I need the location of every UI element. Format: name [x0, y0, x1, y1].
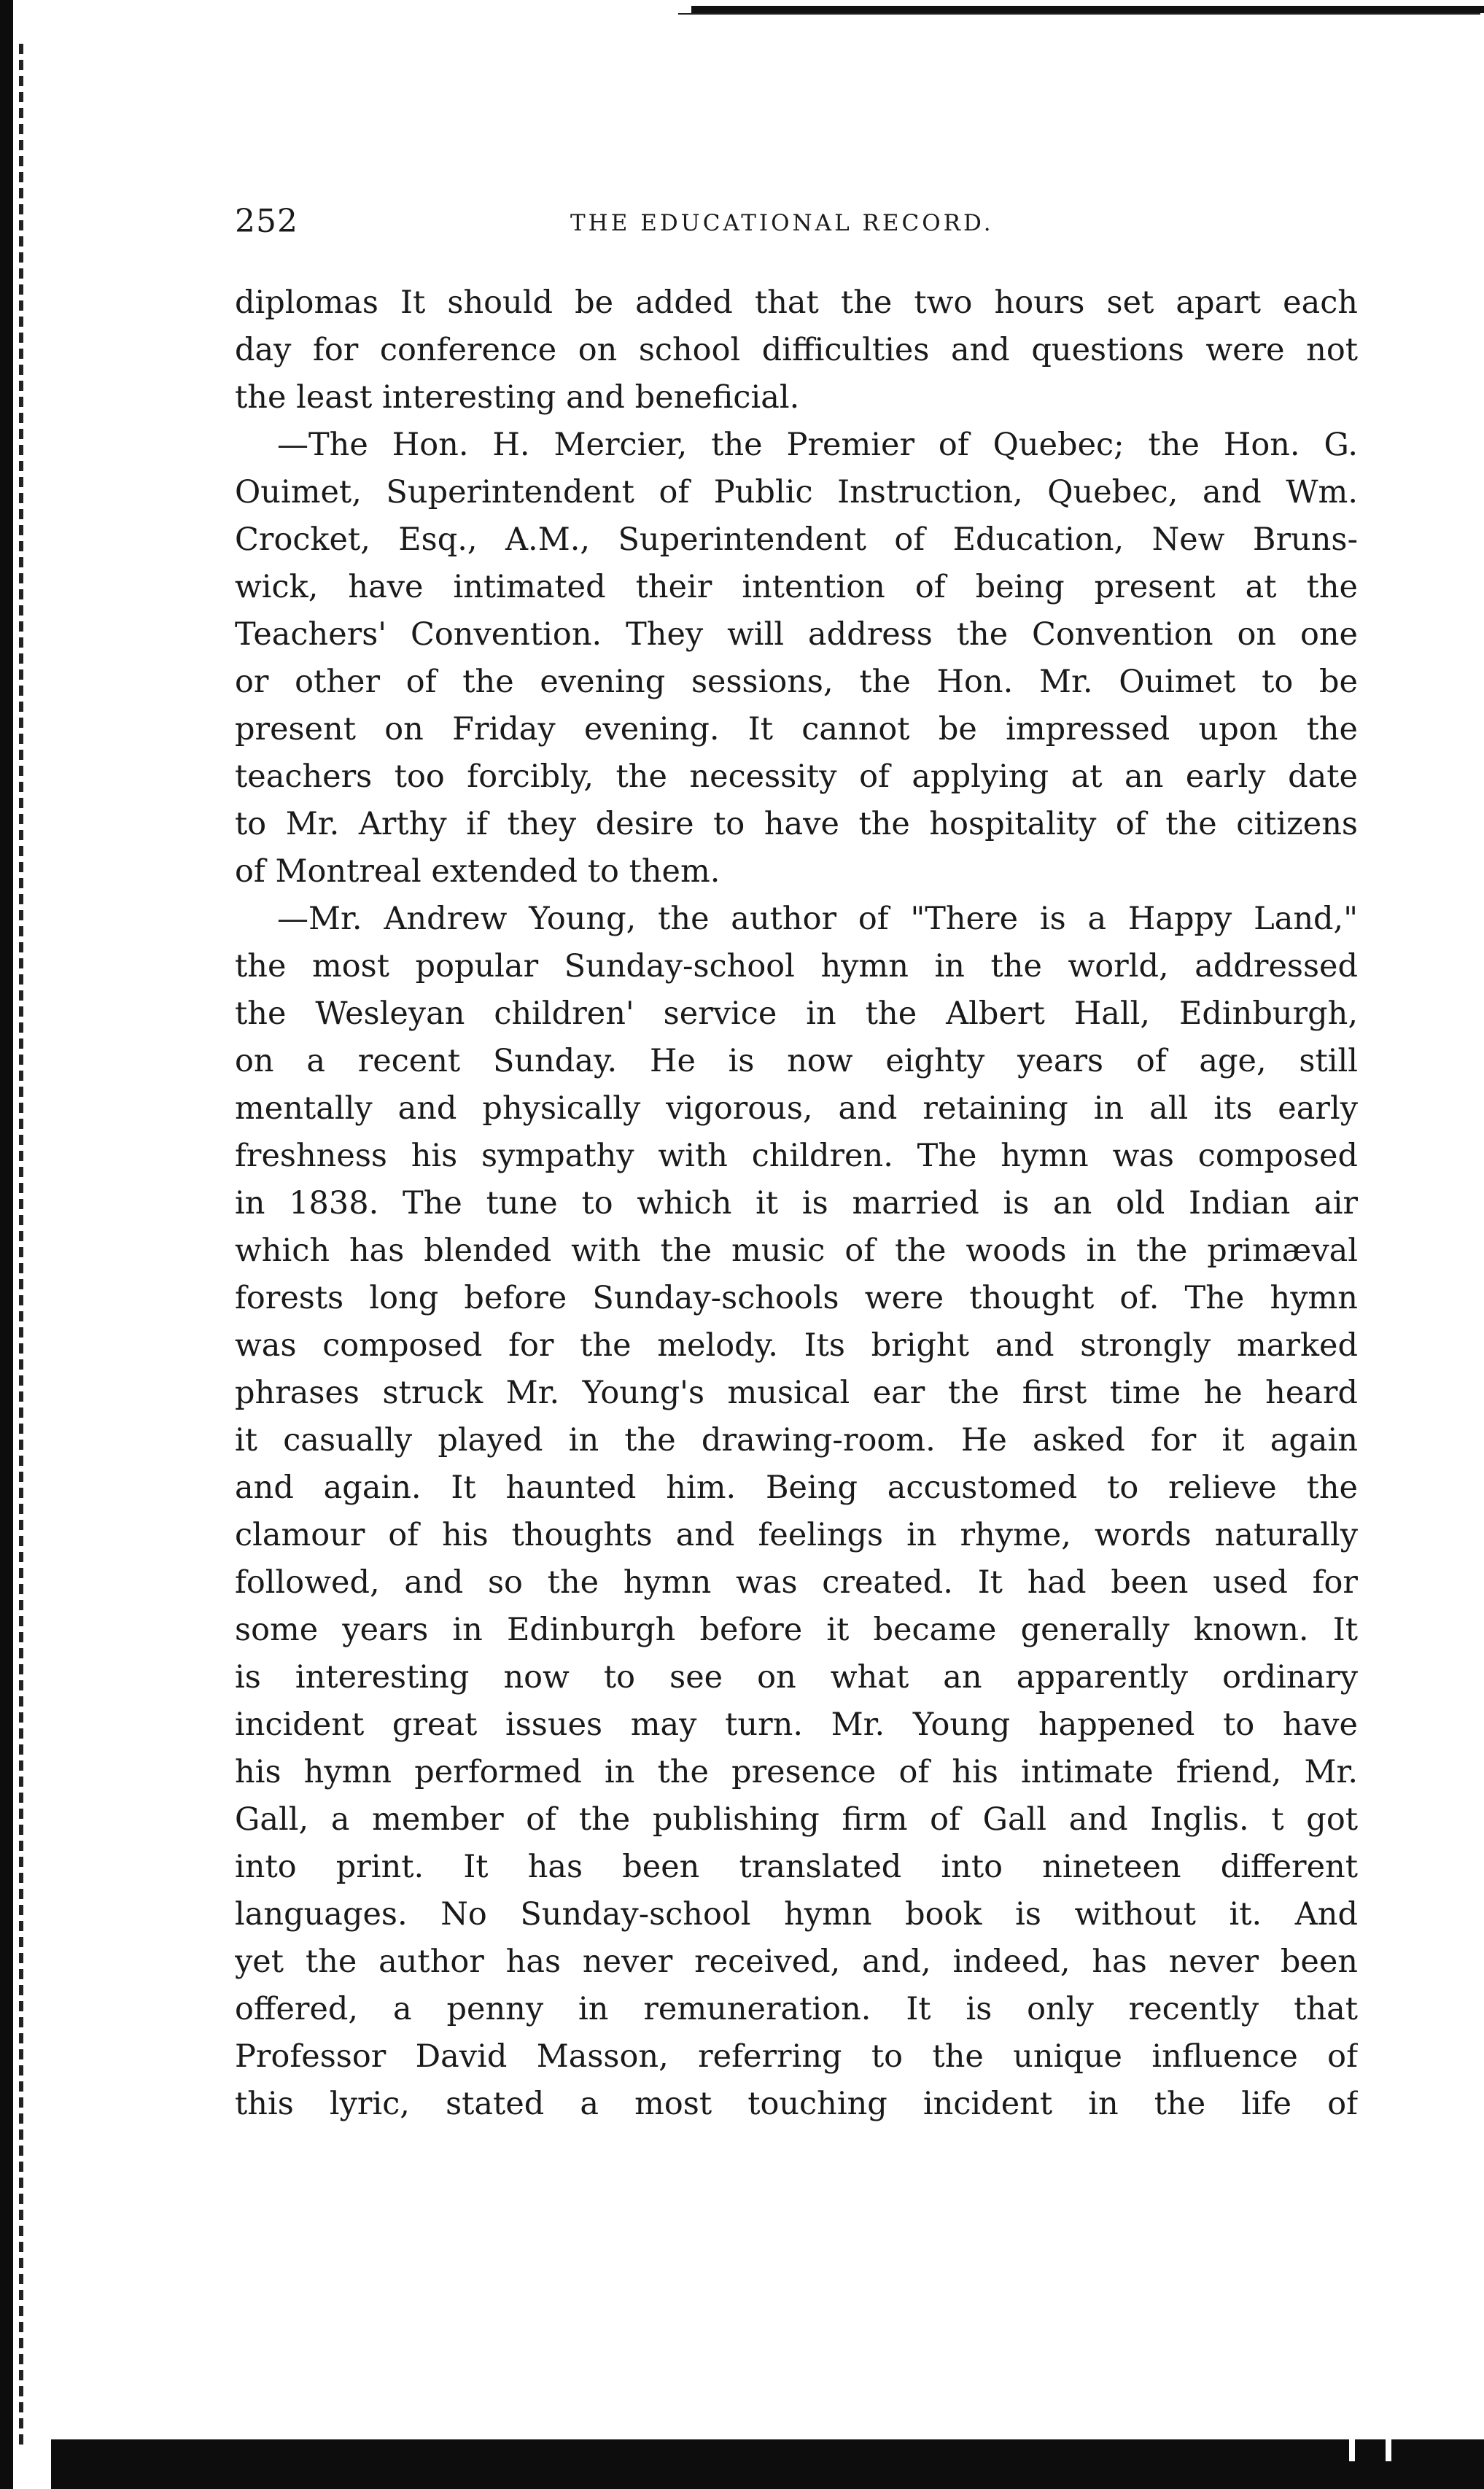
text-line: was composed for the melody. Its bright and strongly marked [235, 1327, 1358, 1364]
scan-notch [1386, 2439, 1391, 2461]
scan-top-rule-thin [678, 13, 1480, 15]
text-line: present on Friday evening. It cannot be impressed upon the [235, 711, 1358, 748]
running-head: THE EDUCATIONAL RECORD. [570, 210, 994, 236]
page-number: 252 [235, 203, 298, 240]
text-line: languages. No Sunday-school hymn book is without it. And [235, 1896, 1358, 1933]
text-line: freshness his sympathy with children. The hymn was composed [235, 1138, 1358, 1174]
text-line: or other of the evening sessions, the Hon. Mr. Ouimet to be [235, 664, 1358, 700]
text-line: it casually played in the drawing-room. He asked for it again [235, 1422, 1358, 1459]
text-line: Crocket, Esq., A.M., Superintendent of Education, New Bruns- [235, 521, 1358, 558]
scan-notch [1349, 2439, 1355, 2461]
text-line: on a recent Sunday. He is now eighty years of age, still [235, 1043, 1358, 1079]
scan-left-edge [0, 0, 13, 2489]
scan-binding-marks [19, 44, 23, 2450]
text-line: forests long before Sunday-schools were thought of. The hymn [235, 1280, 1358, 1316]
page-header [235, 203, 1358, 254]
scan-bottom-bar [51, 2439, 1484, 2489]
text-line: wick, have intimated their intention of being present at the [235, 569, 1358, 605]
text-line: the Wesleyan children' service in the Albert Hall, Edinburgh, [235, 995, 1358, 1032]
text-line: incident great issues may turn. Mr. Young happened to have [235, 1706, 1358, 1743]
text-line: Professor David Masson, referring to the unique influence of [235, 2038, 1358, 2075]
body-text [235, 279, 1358, 2128]
text-line: into print. It has been translated into nineteen different [235, 1849, 1358, 1885]
text-line: —The Hon. H. Mercier, the Premier of Quebec; the Hon. G. [277, 427, 1358, 463]
text-line: Ouimet, Superintendent of Public Instruction, Quebec, and Wm. [235, 474, 1358, 510]
text-line: is interesting now to see on what an apparently ordinary [235, 1659, 1358, 1696]
text-line: the most popular Sunday-school hymn in the world, addressed [235, 948, 1358, 985]
text-line: yet the author has never received, and, indeed, has never been [235, 1944, 1358, 1980]
text-line: clamour of his thoughts and feelings in rhyme, words naturally [235, 1517, 1358, 1553]
text-line: this lyric, stated a most touching incident in the life of [235, 2086, 1358, 2122]
text-line: followed, and so the hymn was created. It had been used for [235, 1564, 1358, 1601]
text-line: which has blended with the music of the woods in the primæval [235, 1232, 1358, 1269]
text-line: Gall, a member of the publishing firm of Gall and Inglis. t got [235, 1801, 1358, 1838]
text-line: Teachers' Convention. They will address the Convention on one [235, 616, 1358, 653]
text-line: offered, a penny in remuneration. It is only recently that [235, 1991, 1358, 2027]
text-line: and again. It haunted him. Being accustomed to relieve the [235, 1469, 1358, 1506]
text-line: teachers too forcibly, the necessity of applying at an early date [235, 758, 1358, 795]
text-line: his hymn performed in the presence of his intimate friend, Mr. [235, 1754, 1358, 1790]
text-line: mentally and physically vigorous, and retaining in all its early [235, 1090, 1358, 1127]
text-line: some years in Edinburgh before it became generally known. It [235, 1612, 1358, 1648]
text-line: the least interesting and beneficial. [235, 379, 800, 416]
text-line: to Mr. Arthy if they desire to have the hospitality of the citizens [235, 806, 1358, 842]
text-line: in 1838. The tune to which it is married is an old Indian air [235, 1185, 1358, 1222]
text-line: of Montreal extended to them. [235, 853, 720, 890]
text-line: diplomas It should be added that the two hours set apart each [235, 284, 1358, 321]
text-line: day for conference on school difficulties and questions were not [235, 332, 1358, 368]
text-line: phrases struck Mr. Young's musical ear the first time he heard [235, 1375, 1358, 1411]
text-line: —Mr. Andrew Young, the author of "There is a Happy Land," [277, 901, 1358, 937]
scan-top-rule [691, 6, 1484, 13]
